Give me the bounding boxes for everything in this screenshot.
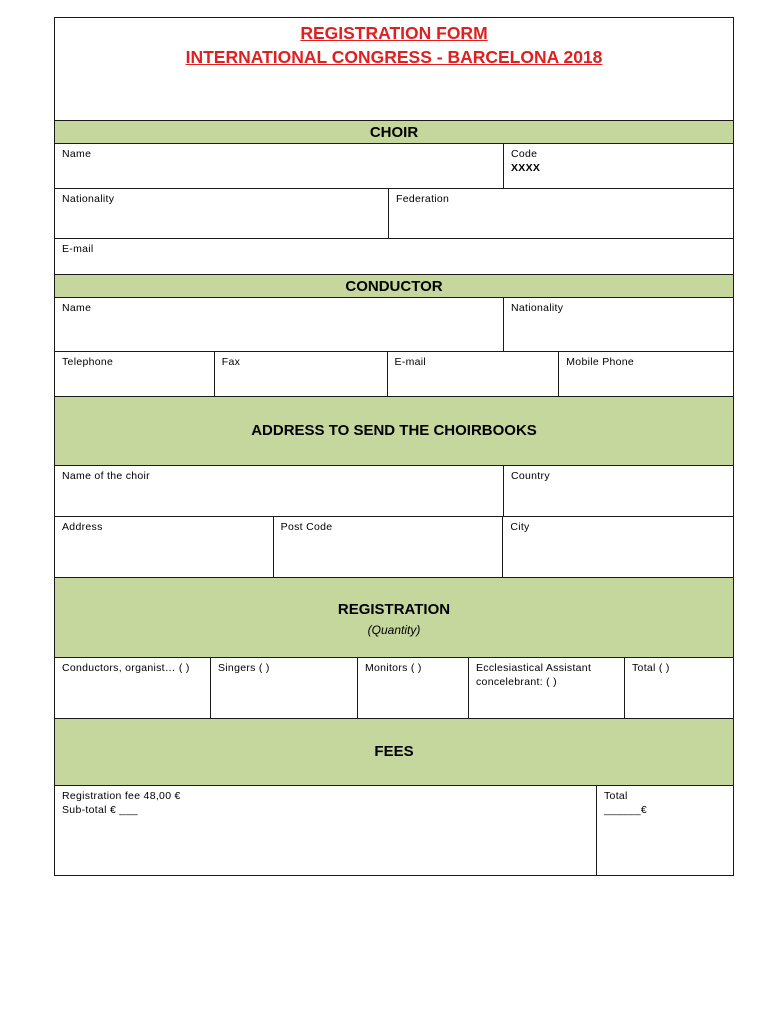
address-row-2	[54, 517, 734, 579]
choir-code-label: Code	[511, 148, 538, 160]
fees-section-header-row	[54, 719, 734, 787]
choir-email-field[interactable]	[54, 238, 734, 275]
address-choir-name-field[interactable]	[54, 465, 504, 517]
conductor-section-header: CONDUCTOR	[54, 274, 734, 298]
registration-total-field[interactable]	[624, 657, 734, 719]
conductor-name-label: Name	[62, 302, 92, 314]
conductor-email-label: E-mail	[394, 356, 427, 368]
registration-singers-field[interactable]	[210, 657, 358, 719]
choir-row-3	[54, 239, 734, 276]
address-address-field[interactable]	[54, 516, 274, 578]
registration-ecclesiastical-field[interactable]	[468, 657, 625, 719]
choir-name-label: Name	[62, 148, 92, 160]
fees-section-header: FEES	[54, 718, 734, 786]
conductor-mobile-field[interactable]	[558, 351, 734, 397]
registration-monitors-label: Monitors ( )	[365, 662, 422, 674]
choir-nationality-label: Nationality	[62, 193, 115, 205]
registration-title: REGISTRATION	[337, 601, 451, 618]
conductor-fax-field[interactable]	[214, 351, 388, 397]
choir-email-label: E-mail	[62, 243, 94, 255]
fees-registration-fee: Registration fee 48,00 €	[62, 790, 181, 802]
fees-subtotal: Sub-total € ___	[62, 804, 138, 816]
choir-name-field[interactable]	[54, 143, 504, 189]
address-city-label: City	[510, 521, 530, 533]
choir-federation-field[interactable]	[388, 188, 734, 239]
registration-singers-label: Singers ( )	[218, 662, 270, 674]
choir-row-1	[54, 144, 734, 190]
registration-form	[54, 17, 734, 877]
conductor-nationality-label: Nationality	[511, 302, 564, 314]
address-section-header: ADDRESS TO SEND THE CHOIRBOOKS	[54, 396, 734, 466]
address-choir-name-label: Name of the choir	[62, 470, 150, 482]
choir-section-header-row	[54, 121, 734, 145]
choir-federation-label: Federation	[396, 193, 450, 205]
choir-section-header: CHOIR	[54, 120, 734, 144]
registration-monitors-field[interactable]	[357, 657, 469, 719]
registration-ecclesiastical-label: Ecclesiastical Assistant concelebrant: ( )	[476, 662, 592, 688]
choir-row-2	[54, 189, 734, 240]
conductor-name-field[interactable]	[54, 297, 504, 352]
address-city-field[interactable]	[502, 516, 734, 578]
conductor-fax-label: Fax	[221, 356, 241, 368]
registration-section-header	[54, 577, 734, 658]
address-section-header-row	[54, 397, 734, 467]
address-row-1	[54, 466, 734, 518]
conductor-nationality-field[interactable]	[503, 297, 734, 352]
fees-subtotal-field[interactable]	[54, 785, 597, 876]
choir-code-field[interactable]	[503, 143, 734, 189]
registration-subtitle: (Quantity)	[367, 623, 421, 637]
registration-row	[54, 658, 734, 720]
conductor-telephone-field[interactable]	[54, 351, 215, 397]
address-address-label: Address	[62, 521, 103, 533]
conductor-row-2	[54, 352, 734, 398]
fees-total-label: Total	[604, 790, 628, 802]
conductor-row-1	[54, 298, 734, 353]
conductor-section-header-row	[54, 275, 734, 299]
registration-conductors-field[interactable]	[54, 657, 211, 719]
registration-section-header-row	[54, 578, 734, 659]
choir-nationality-field[interactable]	[54, 188, 389, 239]
conductor-telephone-label: Telephone	[62, 356, 114, 368]
address-postcode-field[interactable]	[273, 516, 504, 578]
address-country-label: Country	[511, 470, 550, 482]
fees-total-field[interactable]	[596, 785, 734, 876]
fees-row	[54, 786, 734, 877]
choir-code-value: XXXX	[511, 162, 541, 174]
conductor-email-field[interactable]	[387, 351, 560, 397]
fees-total-value: ______€	[604, 804, 647, 816]
form-subtitle: INTERNATIONAL CONGRESS - BARCELONA 2018	[185, 47, 603, 67]
conductor-mobile-label: Mobile Phone	[566, 356, 635, 368]
registration-conductors-label: Conductors, organist… ( )	[62, 662, 190, 674]
address-postcode-label: Post Code	[280, 521, 333, 533]
registration-total-label: Total ( )	[632, 662, 670, 674]
form-title: REGISTRATION FORM	[300, 23, 488, 43]
address-country-field[interactable]	[503, 465, 734, 517]
form-title-box	[54, 17, 734, 122]
